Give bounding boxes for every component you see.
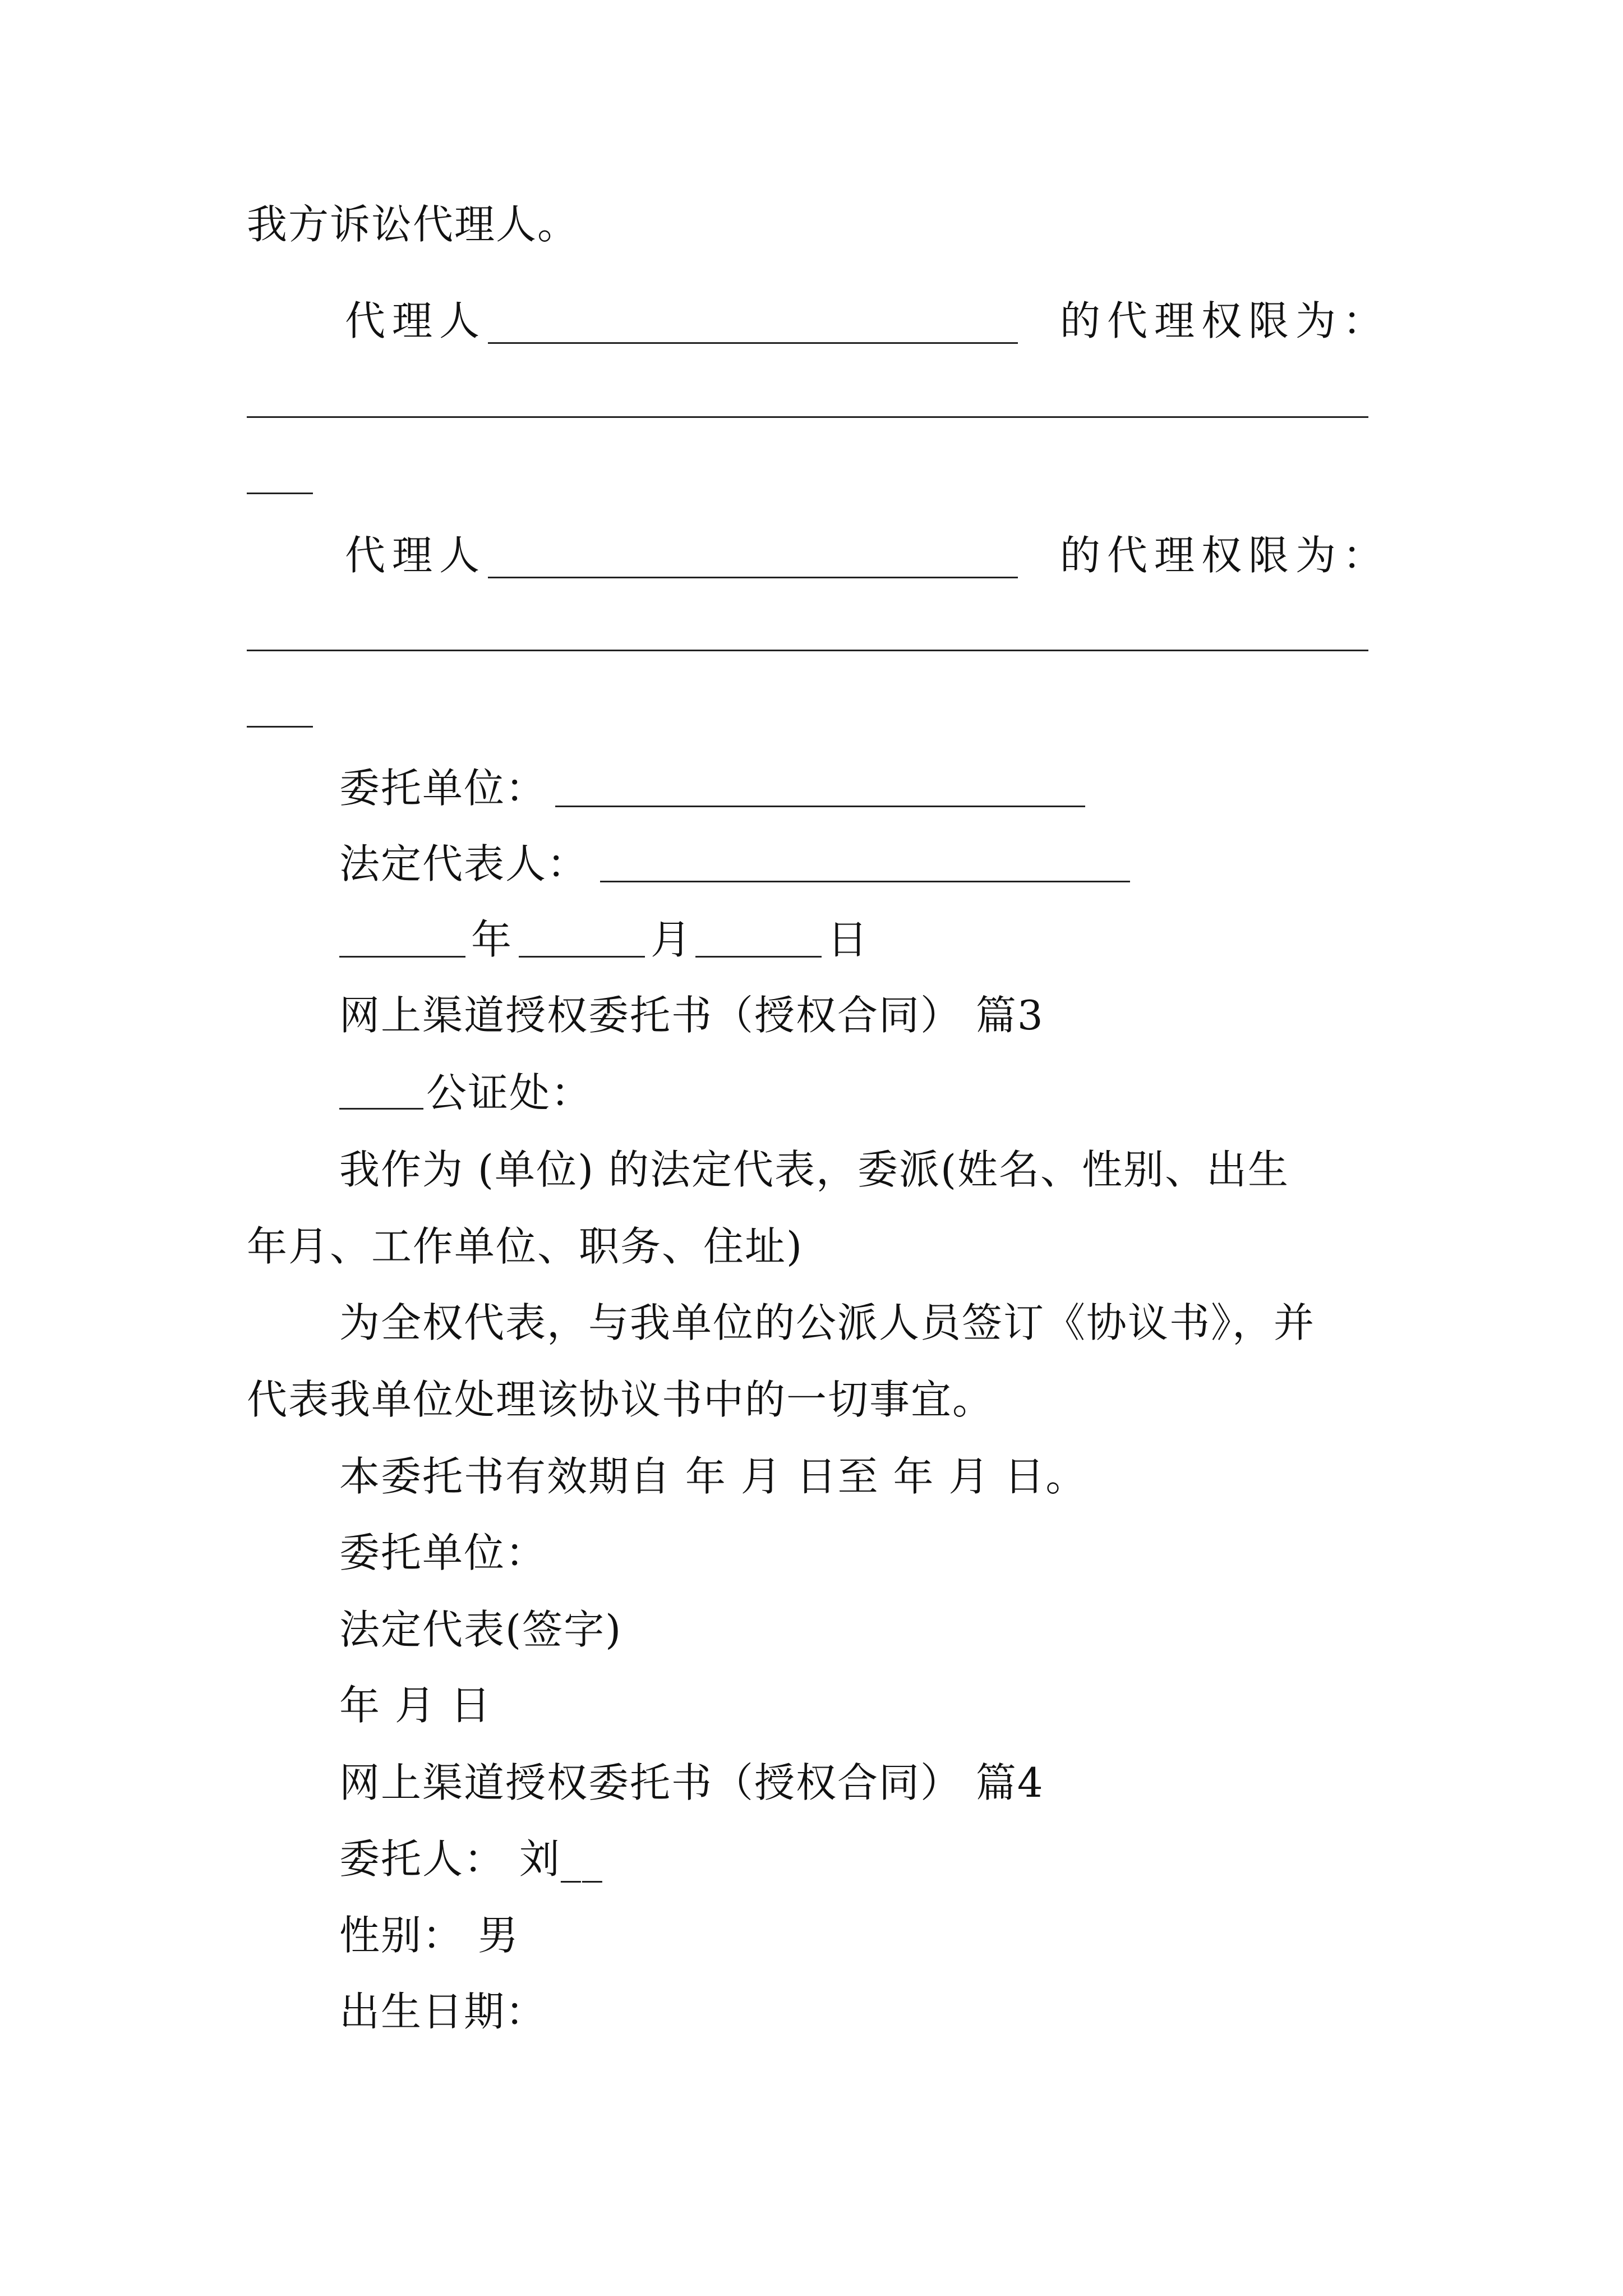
legal-rep-blank (600, 881, 1130, 882)
agent-name-blank (488, 577, 1018, 578)
year-blank (339, 956, 465, 958)
month-blank (519, 956, 645, 958)
paragraph-line: 我作为 (单位) 的法定代表，委派(姓名、性别、出生 (339, 1146, 1290, 1193)
date-line: 年 月 日 (339, 1682, 492, 1729)
paragraph-line: 年月、工作单位、职务、住址) (247, 1223, 804, 1270)
scope-blank-line-short (247, 493, 313, 494)
text-line: 我方诉讼代理人。 (247, 201, 579, 248)
entrust-unit-label: 委托单位： (339, 765, 547, 812)
agent-label: 代理人 (345, 297, 487, 344)
gender-line: 性别： 男 (339, 1912, 519, 1959)
scope-blank-line-short (247, 726, 313, 728)
agent-label: 代理人 (345, 532, 487, 579)
notary-blank (339, 1108, 423, 1110)
principal-line: 委托人： 刘__ (339, 1835, 603, 1883)
notary-label: 公证处： (426, 1069, 593, 1116)
birth-date-line: 出生日期： (339, 1988, 547, 2035)
entrust-unit-label: 委托单位： (339, 1529, 547, 1576)
agent-scope-label: 的代理权限为： (1060, 532, 1390, 579)
section-heading: 网上渠道授权委托书（授权合同） 篇3 (339, 992, 1044, 1039)
section-heading: 网上渠道授权委托书（授权合同） 篇4 (339, 1759, 1044, 1806)
month-label: 月 (651, 916, 693, 963)
legal-sign-label: 法定代表(签字) (339, 1606, 623, 1653)
year-label: 年 (471, 916, 513, 963)
legal-rep-label: 法定代表人： (339, 840, 589, 887)
scope-blank-line (247, 650, 1368, 651)
scope-blank-line (247, 416, 1368, 418)
paragraph-line: 为全权代表，与我单位的公派人员签订《协议书》，并 (339, 1299, 1316, 1346)
agent-name-blank (488, 342, 1018, 344)
validity-line: 本委托书有效期自 年 月 日至 年 月 日。 (339, 1453, 1087, 1500)
agent-scope-label: 的代理权限为： (1060, 297, 1390, 344)
day-blank (695, 956, 822, 958)
entrust-unit-blank (555, 806, 1085, 807)
day-label: 日 (827, 916, 869, 963)
paragraph-line: 代表我单位处理该协议书中的一切事宜。 (247, 1376, 994, 1423)
